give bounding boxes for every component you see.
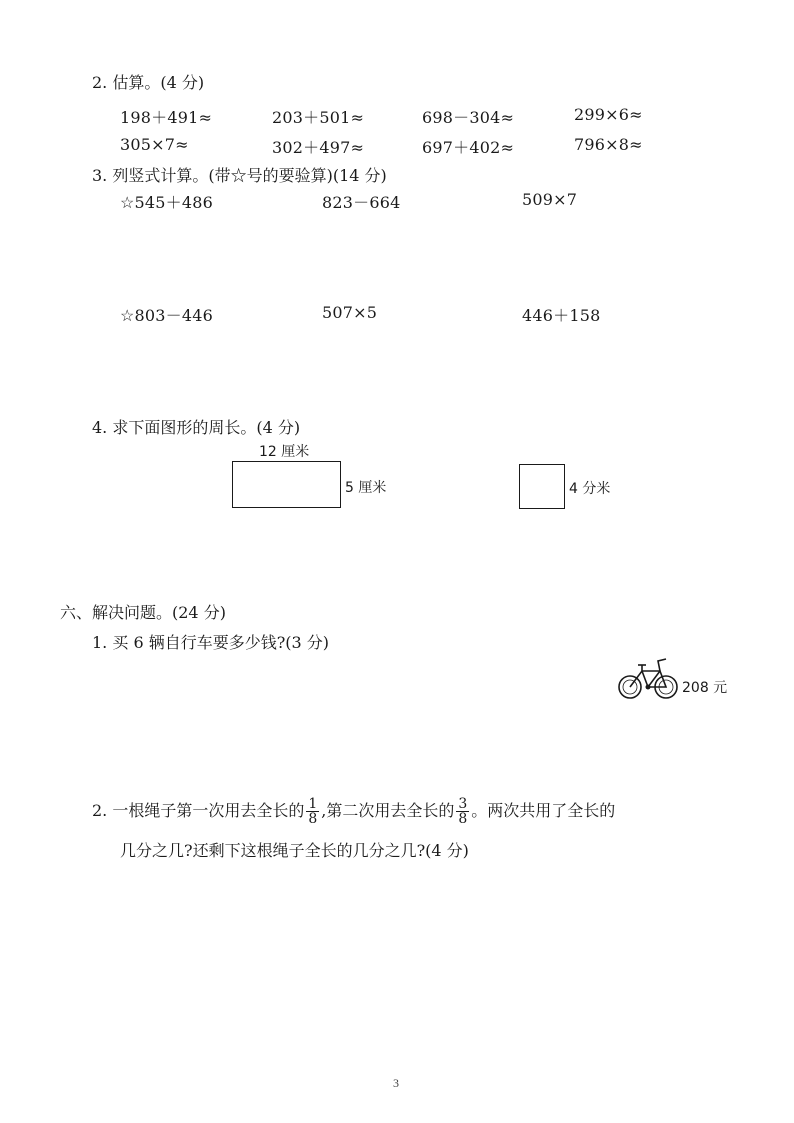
bicycle-price-label: 208 元 xyxy=(682,680,728,696)
estimation-expr: 796×8≈ xyxy=(574,135,643,154)
estimation-expr: 305×7≈ xyxy=(120,135,189,154)
perimeter-title: 4. 求下面图形的周长。(4 分) xyxy=(92,418,301,437)
bicycle-icon xyxy=(616,655,680,705)
rectangle-length-label: 12 厘米 xyxy=(259,444,310,460)
rope-question-line2: 几分之几?还剩下这根绳子全长的几分之几?(4 分) xyxy=(120,841,469,860)
rope-text-part2: ,第二次用去全长的 xyxy=(321,801,455,820)
square-shape xyxy=(519,464,565,509)
rectangle-shape xyxy=(232,461,341,508)
square-side-label: 4 分米 xyxy=(569,481,611,497)
estimation-expr: 697＋402≈ xyxy=(422,138,515,157)
vertical-calc-expr: 446＋158 xyxy=(522,306,601,325)
estimation-expr: 299×6≈ xyxy=(574,105,643,124)
rope-question-line1 xyxy=(92,794,615,828)
estimation-expr: 198＋491≈ xyxy=(120,108,213,127)
vertical-calc-expr: ☆803－446 xyxy=(120,306,214,325)
estimation-expr: 302＋497≈ xyxy=(272,138,365,157)
page-number: 3 xyxy=(393,1076,399,1090)
vertical-calc-expr: ☆545＋486 xyxy=(120,193,214,212)
rope-text-part1: 2. 一根绳子第一次用去全长的 xyxy=(92,801,305,820)
fraction-one-eighth: $\frac{1}{8}$ xyxy=(308,796,318,827)
estimation-expr: 698－304≈ xyxy=(422,108,515,127)
estimation-expr: 203＋501≈ xyxy=(272,108,365,127)
vertical-calc-expr: 823－664 xyxy=(322,193,401,212)
fraction-three-eighths: $\frac{3}{8}$ xyxy=(458,796,468,827)
vertical-calc-expr: 509×7 xyxy=(522,190,578,209)
rope-text-part3: 。两次共用了全长的 xyxy=(471,801,616,820)
estimation-title: 2. 估算。(4 分) xyxy=(92,73,205,92)
rectangle-width-label: 5 厘米 xyxy=(345,480,387,496)
vertical-calc-title: 3. 列竖式计算。(带☆号的要验算)(14 分) xyxy=(92,166,387,185)
vertical-calc-expr: 507×5 xyxy=(322,303,378,322)
bicycle-question: 1. 买 6 辆自行车要多少钱?(3 分) xyxy=(92,633,330,652)
problem-solving-title: 六、解决问题。(24 分) xyxy=(60,603,226,622)
